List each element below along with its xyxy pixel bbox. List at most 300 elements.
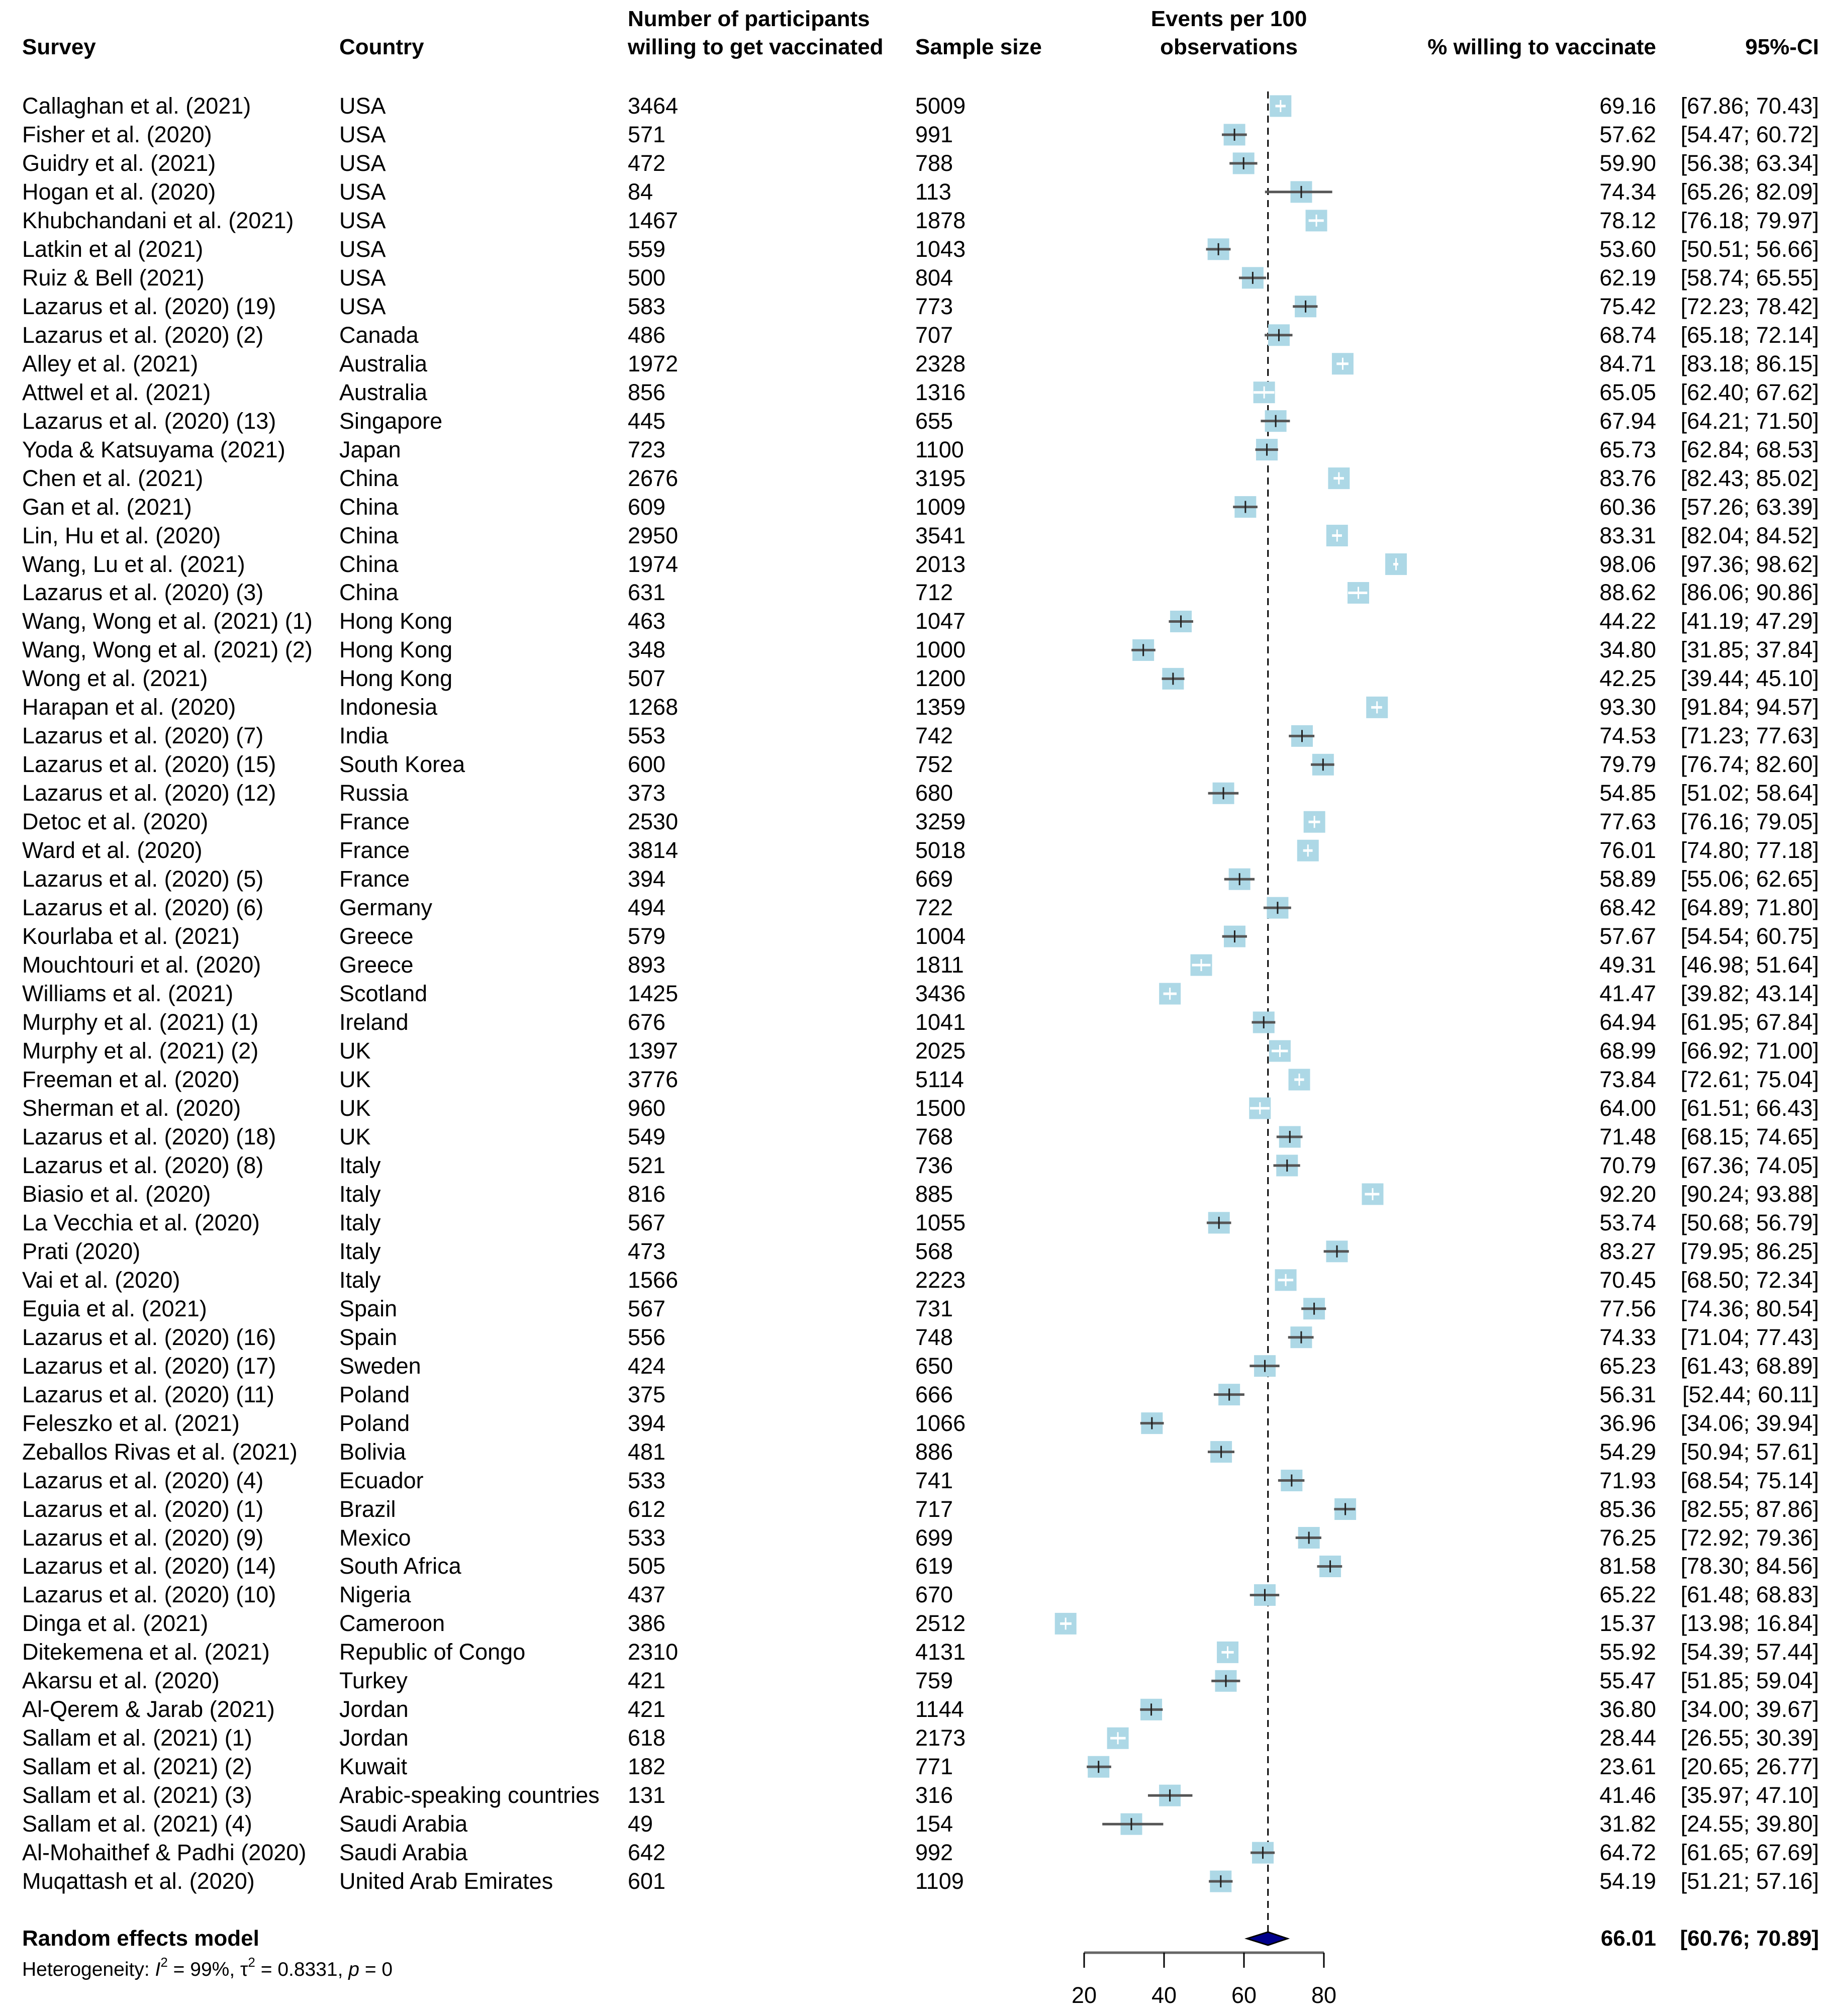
percent-cell: 59.90 [1599,150,1656,176]
percent-cell: 75.42 [1599,293,1656,319]
header-plot-line2: observations [1160,35,1298,59]
survey-cell: Wang, Wong et al. (2021) (2) [22,637,313,663]
country-cell: Republic of Congo [339,1639,526,1665]
participants-cell: 571 [628,121,666,147]
country-cell: France [339,837,410,863]
survey-cell: Al-Mohaithef & Padhi (2020) [22,1840,307,1866]
participants-cell: 960 [628,1095,666,1121]
survey-cell: Fisher et al. (2020) [22,121,212,147]
country-cell: Sweden [339,1353,421,1379]
participants-cell: 1397 [628,1038,679,1064]
x-tick-40: 40 [1151,1982,1177,2008]
ci-cell: [51.21; 57.16] [1680,1868,1819,1894]
ci-cell: [76.74; 82.60] [1680,751,1819,778]
survey-cell: Murphy et al. (2021) (2) [22,1038,259,1064]
percent-cell: 76.25 [1599,1524,1656,1551]
ci-cell: [64.89; 71.80] [1680,895,1819,921]
sample-size-cell: 707 [915,322,953,348]
ci-cell: [72.92; 79.36] [1680,1524,1819,1551]
participants-cell: 486 [628,322,666,348]
survey-cell: Latkin et al (2021) [22,236,204,262]
sample-size-cell: 992 [915,1840,953,1866]
country-cell: Jordan [339,1725,409,1751]
sample-size-cell: 1004 [915,923,966,949]
country-cell: USA [339,293,386,319]
participants-cell: 2676 [628,465,679,491]
participants-cell: 505 [628,1553,666,1579]
percent-cell: 55.47 [1599,1668,1656,1694]
participants-cell: 583 [628,293,666,319]
participants-cell: 618 [628,1725,666,1751]
ci-cell: [13.98; 16.84] [1680,1610,1819,1637]
percent-cell: 68.42 [1599,895,1656,921]
country-cell: Italy [339,1181,381,1207]
participants-cell: 567 [628,1295,666,1321]
country-cell: Italy [339,1152,381,1178]
percent-cell: 98.06 [1599,551,1656,577]
ci-cell: [35.97; 47.10] [1680,1782,1819,1808]
percent-cell: 65.73 [1599,436,1656,462]
ci-cell: [82.55; 87.86] [1680,1496,1819,1522]
percent-cell: 92.20 [1599,1181,1656,1207]
participants-cell: 533 [628,1467,666,1493]
country-cell: Brazil [339,1496,396,1522]
country-cell: Indonesia [339,694,438,720]
percent-cell: 93.30 [1599,694,1656,720]
sample-size-cell: 669 [915,866,953,892]
sample-size-cell: 5009 [915,93,966,119]
sample-size-cell: 1200 [915,665,966,692]
sample-size-cell: 2223 [915,1267,966,1293]
survey-cell: Guidry et al. (2021) [22,150,216,176]
participants-cell: 601 [628,1868,666,1894]
survey-cell: Hogan et al. (2020) [22,178,216,205]
sample-size-cell: 1009 [915,494,966,520]
percent-cell: 73.84 [1599,1066,1656,1092]
sample-size-cell: 2328 [915,350,966,376]
participants-cell: 533 [628,1524,666,1551]
survey-cell: Lazarus et al. (2020) (3) [22,580,264,606]
participants-cell: 549 [628,1123,666,1149]
participants-cell: 84 [628,178,653,205]
survey-cell: Lazarus et al. (2020) (9) [22,1524,264,1551]
sample-size-cell: 1043 [915,236,966,262]
sample-size-cell: 1041 [915,1009,966,1035]
participants-cell: 612 [628,1496,666,1522]
ci-cell: [76.16; 79.05] [1680,809,1819,835]
percent-cell: 76.01 [1599,837,1656,863]
country-cell: China [339,551,399,577]
country-cell: Cameroon [339,1610,445,1637]
participants-cell: 642 [628,1840,666,1866]
participants-cell: 348 [628,637,666,663]
participants-cell: 424 [628,1353,666,1379]
ci-cell: [91.84; 94.57] [1680,694,1819,720]
ci-cell: [50.51; 56.66] [1680,236,1819,262]
percent-cell: 65.23 [1599,1353,1656,1379]
survey-cell: Lazarus et al. (2020) (14) [22,1553,276,1579]
sample-size-cell: 1100 [915,436,964,462]
survey-cell: Sallam et al. (2021) (4) [22,1811,252,1837]
participants-cell: 421 [628,1696,666,1722]
ci-cell: [46.98; 51.64] [1680,952,1819,978]
country-cell: Spain [339,1295,398,1321]
survey-cell: Biasio et al. (2020) [22,1181,211,1207]
sample-size-cell: 5114 [915,1066,964,1092]
country-cell: Italy [339,1238,381,1264]
country-cell: Saudi Arabia [339,1811,468,1837]
sample-size-cell: 1811 [915,952,964,978]
survey-cell: Mouchtouri et al. (2020) [22,952,261,978]
survey-cell: Dinga et al. (2021) [22,1610,209,1637]
participants-cell: 3814 [628,837,679,863]
survey-cell: Lazarus et al. (2020) (12) [22,780,276,806]
ci-cell: [97.36; 98.62] [1680,551,1819,577]
sample-size-cell: 3195 [915,465,966,491]
ci-cell: [62.40; 67.62] [1680,379,1819,405]
country-cell: China [339,580,399,606]
percent-cell: 56.31 [1599,1381,1656,1407]
participants-cell: 394 [628,1410,666,1436]
percent-cell: 41.46 [1599,1782,1656,1808]
sample-size-cell: 804 [915,264,953,291]
country-cell: India [339,723,389,749]
percent-cell: 53.74 [1599,1209,1656,1235]
participants-cell: 3776 [628,1066,679,1092]
survey-cell: Murphy et al. (2021) (1) [22,1009,259,1035]
survey-cell: Lazarus et al. (2020) (15) [22,751,276,778]
country-cell: Germany [339,895,433,921]
participants-cell: 3464 [628,93,679,119]
country-cell: Russia [339,780,409,806]
sample-size-cell: 1500 [915,1095,966,1121]
survey-cell: Chen et al. (2021) [22,465,204,491]
participants-cell: 567 [628,1209,666,1235]
participants-cell: 494 [628,895,666,921]
sample-size-cell: 1144 [915,1696,964,1722]
participants-cell: 676 [628,1009,666,1035]
percent-cell: 62.19 [1599,264,1656,291]
survey-cell: Lazarus et al. (2020) (8) [22,1152,264,1178]
percent-cell: 49.31 [1599,952,1656,978]
ci-cell: [64.21; 71.50] [1680,408,1819,434]
participants-cell: 2530 [628,809,679,835]
survey-cell: Sallam et al. (2021) (2) [22,1754,252,1780]
participants-cell: 816 [628,1181,666,1207]
survey-cell: Sallam et al. (2021) (3) [22,1782,252,1808]
country-cell: Italy [339,1209,381,1235]
survey-cell: Lazarus et al. (2020) (17) [22,1353,276,1379]
sample-size-cell: 2025 [915,1038,966,1064]
country-cell: USA [339,121,386,147]
sample-size-cell: 670 [915,1582,953,1608]
ci-cell: [72.23; 78.42] [1680,293,1819,319]
sample-size-cell: 316 [915,1782,953,1808]
country-cell: Mexico [339,1524,411,1551]
percent-cell: 77.56 [1599,1295,1656,1321]
percent-cell: 83.76 [1599,465,1656,491]
percent-cell: 70.79 [1599,1152,1656,1178]
sample-size-cell: 3259 [915,809,966,835]
ci-cell: [74.80; 77.18] [1680,837,1819,863]
survey-cell: La Vecchia et al. (2020) [22,1209,260,1235]
ci-cell: [61.48; 68.83] [1680,1582,1819,1608]
country-cell: USA [339,207,386,233]
ci-cell: [76.18; 79.97] [1680,207,1819,233]
country-cell: Scotland [339,981,428,1007]
survey-cell: Callaghan et al. (2021) [22,93,251,119]
country-cell: South Africa [339,1553,461,1579]
participants-cell: 1425 [628,981,679,1007]
participants-cell: 893 [628,952,666,978]
percent-cell: 69.16 [1599,93,1656,119]
country-cell: Ireland [339,1009,409,1035]
country-cell: Singapore [339,408,443,434]
ci-cell: [83.18; 86.15] [1680,350,1819,376]
ci-cell: [78.30; 84.56] [1680,1553,1819,1579]
sample-size-cell: 1878 [915,207,966,233]
country-cell: Poland [339,1410,410,1436]
participants-cell: 182 [628,1754,666,1780]
percent-cell: 74.53 [1599,723,1656,749]
participants-cell: 600 [628,751,666,778]
survey-cell: Williams et al. (2021) [22,981,234,1007]
percent-cell: 57.67 [1599,923,1656,949]
ci-cell: [90.24; 93.88] [1680,1181,1819,1207]
sample-size-cell: 752 [915,751,953,778]
sample-size-cell: 712 [915,580,953,606]
country-cell: Greece [339,923,414,949]
percent-cell: 67.94 [1599,408,1656,434]
percent-cell: 64.94 [1599,1009,1656,1035]
country-cell: Ecuador [339,1467,424,1493]
country-cell: Poland [339,1381,410,1407]
country-cell: France [339,866,410,892]
ci-cell: [58.74; 65.55] [1680,264,1819,291]
ci-cell: [39.82; 43.14] [1680,981,1819,1007]
sample-size-cell: 1047 [915,608,966,634]
ci-cell: [68.50; 72.34] [1680,1267,1819,1293]
participants-cell: 49 [628,1811,653,1837]
ci-cell: [61.95; 67.84] [1680,1009,1819,1035]
sample-size-cell: 748 [915,1324,953,1350]
sample-size-cell: 1055 [915,1209,966,1235]
ci-cell: [50.68; 56.79] [1680,1209,1819,1235]
survey-cell: Lazarus et al. (2020) (1) [22,1496,264,1522]
country-cell: USA [339,264,386,291]
ci-cell: [67.36; 74.05] [1680,1152,1819,1178]
percent-cell: 65.05 [1599,379,1656,405]
participants-cell: 1268 [628,694,679,720]
survey-cell: Al-Qerem & Jarab (2021) [22,1696,275,1722]
survey-cell: Lazarus et al. (2020) (19) [22,293,276,319]
participants-cell: 386 [628,1610,666,1637]
sample-size-cell: 1066 [915,1410,966,1436]
survey-cell: Akarsu et al. (2020) [22,1668,220,1694]
participants-cell: 500 [628,264,666,291]
percent-cell: 23.61 [1599,1754,1656,1780]
sample-size-cell: 4131 [915,1639,966,1665]
survey-cell: Lin, Hu et al. (2020) [22,522,221,548]
ci-cell: [79.95; 86.25] [1680,1238,1819,1264]
participants-cell: 473 [628,1238,666,1264]
sample-size-cell: 1359 [915,694,966,720]
sample-size-cell: 759 [915,1668,953,1694]
participants-cell: 556 [628,1324,666,1350]
percent-cell: 64.00 [1599,1095,1656,1121]
percent-cell: 36.80 [1599,1696,1656,1722]
survey-cell: Lazarus et al. (2020) (13) [22,408,276,434]
country-cell: USA [339,93,386,119]
sample-size-cell: 736 [915,1152,953,1178]
country-cell: France [339,809,410,835]
percent-cell: 57.62 [1599,121,1656,147]
ci-cell: [50.94; 57.61] [1680,1438,1819,1465]
header-participants-line1: Number of participants [628,7,870,31]
ci-cell: [66.92; 71.00] [1680,1038,1819,1064]
participants-cell: 445 [628,408,666,434]
x-tick-60: 60 [1231,1982,1257,2008]
ci-cell: [86.06; 90.86] [1680,580,1819,606]
participants-cell: 1972 [628,350,679,376]
percent-cell: 81.58 [1599,1553,1656,1579]
percent-cell: 88.62 [1599,580,1656,606]
sample-size-cell: 1000 [915,637,966,663]
survey-cell: Wong et al. (2021) [22,665,208,692]
survey-cell: Lazarus et al. (2020) (2) [22,322,264,348]
ci-cell: [54.54; 60.75] [1680,923,1819,949]
header-plot-line1: Events per 100 [1150,7,1307,31]
x-tick-80: 80 [1311,1982,1337,2008]
participants-cell: 579 [628,923,666,949]
ci-cell: [39.44; 45.10] [1680,665,1819,692]
country-cell: USA [339,236,386,262]
ci-cell: [61.43; 68.89] [1680,1353,1819,1379]
survey-cell: Muqattash et al. (2020) [22,1868,255,1894]
percent-cell: 65.22 [1599,1582,1656,1608]
country-cell: Hong Kong [339,608,453,634]
ci-cell: [65.26; 82.09] [1680,178,1819,205]
ci-cell: [82.04; 84.52] [1680,522,1819,548]
sample-size-cell: 3436 [915,981,966,1007]
ci-cell: [26.55; 30.39] [1680,1725,1819,1751]
sample-size-cell: 666 [915,1381,953,1407]
percent-cell: 55.92 [1599,1639,1656,1665]
sample-size-cell: 768 [915,1123,953,1149]
participants-cell: 373 [628,780,666,806]
participants-cell: 394 [628,866,666,892]
survey-cell: Lazarus et al. (2020) (7) [22,723,264,749]
sample-size-cell: 650 [915,1353,953,1379]
participants-cell: 481 [628,1438,666,1465]
percent-cell: 58.89 [1599,866,1656,892]
participants-cell: 609 [628,494,666,520]
percent-cell: 28.44 [1599,1725,1656,1751]
percent-cell: 31.82 [1599,1811,1656,1837]
ci-cell: [65.18; 72.14] [1680,322,1819,348]
participants-cell: 1974 [628,551,679,577]
survey-cell: Eguia et al. (2021) [22,1295,207,1321]
country-cell: China [339,465,399,491]
survey-cell: Wang, Lu et al. (2021) [22,551,245,577]
survey-cell: Feleszko et al. (2021) [22,1410,240,1436]
participants-cell: 507 [628,665,666,692]
country-cell: UK [339,1123,371,1149]
survey-cell: Lazarus et al. (2020) (11) [22,1381,274,1407]
percent-cell: 54.29 [1599,1438,1656,1465]
survey-cell: Harapan et al. (2020) [22,694,236,720]
header-percent-willing: % willing to vaccinate [1427,35,1656,59]
participants-cell: 421 [628,1668,666,1694]
survey-cell: Khubchandani et al. (2021) [22,207,294,233]
survey-cell: Ward et al. (2020) [22,837,203,863]
survey-cell: Zeballos Rivas et al. (2021) [22,1438,298,1465]
ci-cell: [31.85; 37.84] [1680,637,1819,663]
survey-cell: Lazarus et al. (2020) (18) [22,1123,276,1149]
participants-cell: 131 [628,1782,666,1808]
sample-size-cell: 991 [915,121,953,147]
country-cell: Hong Kong [339,637,453,663]
percent-cell: 83.31 [1599,522,1656,548]
x-tick-20: 20 [1071,1982,1097,2008]
survey-cell: Vai et al. (2020) [22,1267,180,1293]
ci-cell: [61.65; 67.69] [1680,1840,1819,1866]
ci-cell: [55.06; 62.65] [1680,866,1819,892]
survey-cell: Alley et al. (2021) [22,350,199,376]
ci-cell: [57.26; 63.39] [1680,494,1819,520]
summary-estimate: 66.01 [1600,1926,1656,1951]
ci-cell: [68.54; 75.14] [1680,1467,1819,1493]
ci-cell: [51.02; 58.64] [1680,780,1819,806]
percent-cell: 53.60 [1599,236,1656,262]
percent-cell: 34.80 [1599,637,1656,663]
country-cell: Nigeria [339,1582,411,1608]
country-cell: Bolivia [339,1438,406,1465]
ci-cell: [68.15; 74.65] [1680,1123,1819,1149]
ci-cell: [56.38; 63.34] [1680,150,1819,176]
header-survey: Survey [22,35,96,59]
percent-cell: 44.22 [1599,608,1656,634]
sample-size-cell: 3541 [915,522,966,548]
sample-size-cell: 1109 [915,1868,964,1894]
country-cell: Australia [339,350,428,376]
sample-size-cell: 619 [915,1553,953,1579]
sample-size-cell: 655 [915,408,953,434]
percent-cell: 70.45 [1599,1267,1656,1293]
sample-size-cell: 788 [915,150,953,176]
ci-cell: [52.44; 60.11] [1682,1381,1819,1407]
participants-cell: 723 [628,436,666,462]
header-sample-size: Sample size [915,35,1042,59]
country-cell: Japan [339,436,401,462]
ci-cell: [62.84; 68.53] [1680,436,1819,462]
participants-cell: 856 [628,379,666,405]
percent-cell: 68.74 [1599,322,1656,348]
sample-size-cell: 742 [915,723,953,749]
survey-cell: Lazarus et al. (2020) (16) [22,1324,276,1350]
sample-size-cell: 154 [915,1811,953,1837]
participants-cell: 437 [628,1582,666,1608]
percent-cell: 85.36 [1599,1496,1656,1522]
header-ci: 95%-CI [1745,35,1819,59]
participants-cell: 2950 [628,522,679,548]
ci-cell: [71.04; 77.43] [1680,1324,1819,1350]
percent-cell: 74.33 [1599,1324,1656,1350]
sample-size-cell: 680 [915,780,953,806]
summary-ci: [60.76; 70.89] [1680,1926,1819,1951]
sample-size-cell: 568 [915,1238,953,1264]
sample-size-cell: 2013 [915,551,966,577]
